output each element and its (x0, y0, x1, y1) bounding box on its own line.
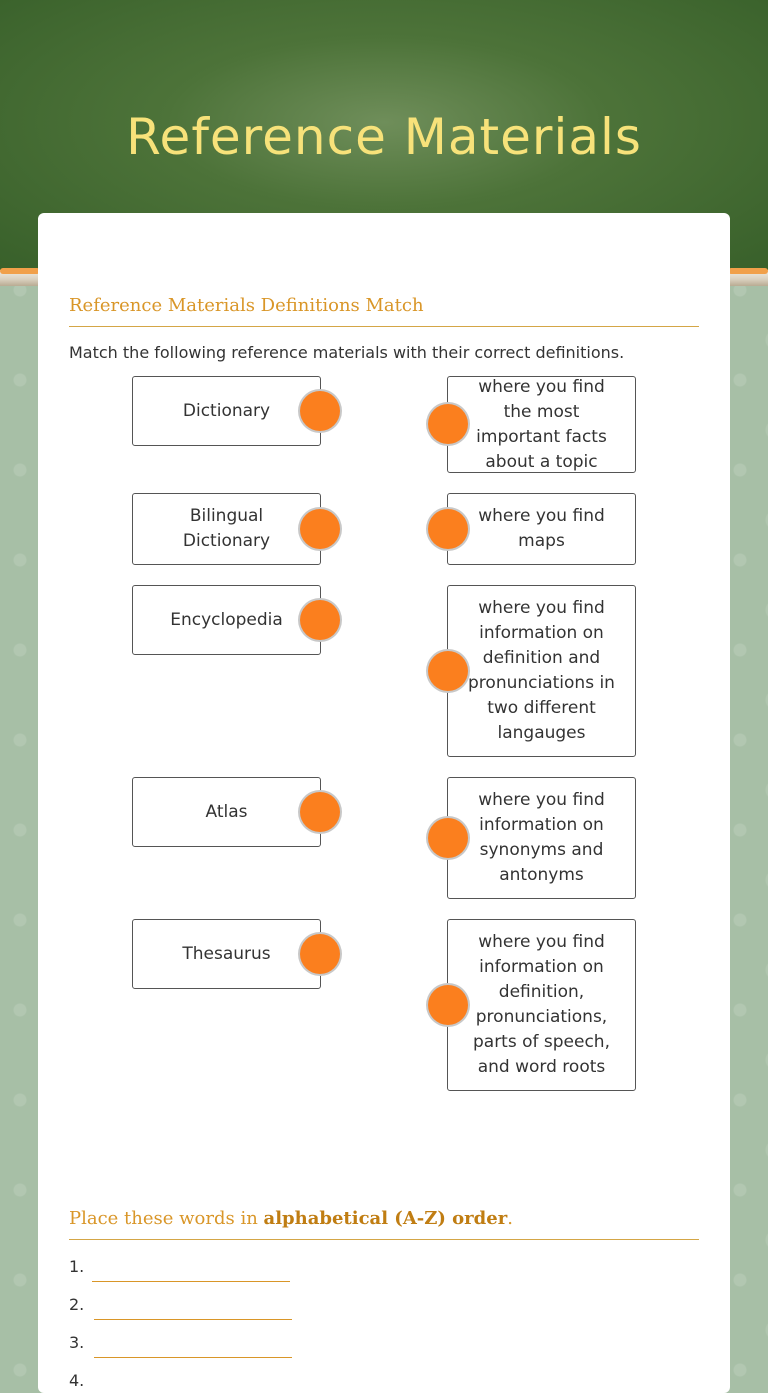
match-connector-dot[interactable] (300, 600, 340, 640)
match-right-item[interactable]: where you find information on synonyms and antonyms (447, 777, 636, 899)
match-connector-dot[interactable] (300, 509, 340, 549)
match-connector-dot[interactable] (428, 404, 468, 444)
order-number: 3. (69, 1333, 85, 1352)
order-number: 4. (69, 1371, 85, 1390)
order-title-suffix: . (507, 1208, 513, 1229)
match-section-title: Reference Materials Definitions Match (69, 295, 699, 327)
order-answer-input[interactable] (94, 1319, 292, 1320)
order-answer-input[interactable] (94, 1357, 292, 1358)
match-connector-dot[interactable] (428, 985, 468, 1025)
match-instructions: Match the following reference materials with their correct definitions. (69, 343, 625, 362)
match-left-item[interactable]: Thesaurus (132, 919, 321, 989)
match-connector-dot[interactable] (300, 391, 340, 431)
page-title: Reference Materials (126, 108, 642, 166)
order-title-prefix: Place these words in (69, 1208, 264, 1229)
match-left-item[interactable]: Dictionary (132, 376, 321, 446)
match-connector-dot[interactable] (428, 818, 468, 858)
match-right-item[interactable]: where you find information on definition and pronunciations in two different langauges (447, 585, 636, 757)
order-title-highlight: alphabetical (A-Z) order (263, 1208, 508, 1229)
order-section-title (69, 1208, 699, 1240)
chalk-piece (728, 268, 768, 274)
order-number: 2. (69, 1295, 85, 1314)
match-left-item[interactable]: Atlas (132, 777, 321, 847)
worksheet-card (38, 213, 730, 1393)
match-connector-dot[interactable] (300, 934, 340, 974)
match-left-item[interactable]: Bilingual Dictionary (132, 493, 321, 565)
match-connector-dot[interactable] (428, 509, 468, 549)
match-right-item[interactable]: where you find maps (447, 493, 636, 565)
match-right-item[interactable]: where you find information on definition, pronunciations, parts of speech, and word roots (447, 919, 636, 1091)
order-answer-input[interactable] (92, 1281, 290, 1282)
match-connector-dot[interactable] (300, 792, 340, 832)
chalk-piece (0, 268, 40, 274)
match-left-item[interactable]: Encyclopedia (132, 585, 321, 655)
match-right-item[interactable]: where you find the most important facts about a topic (447, 376, 636, 473)
order-number: 1. (69, 1257, 85, 1276)
match-connector-dot[interactable] (428, 651, 468, 691)
